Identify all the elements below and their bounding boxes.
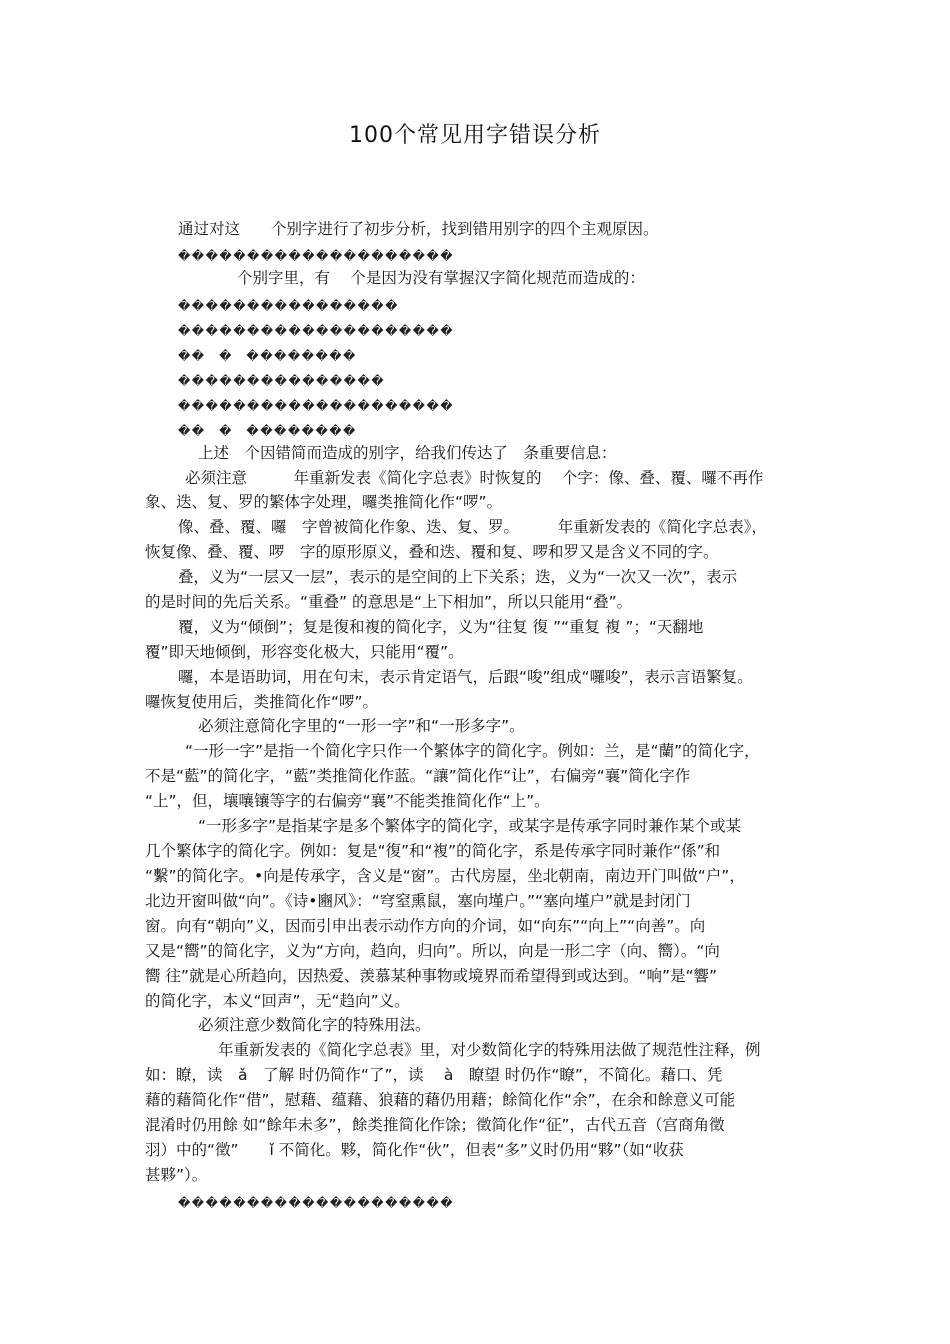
paragraph-line: 年重新发表的《简化字总表》里，对少数简化字的特殊用法做了规范性注释，例 bbox=[218, 1041, 761, 1059]
paragraph-line: 囉恢复使用后，类推简化作“啰”。 bbox=[145, 693, 379, 711]
garbled-text-line: ��������������� bbox=[178, 374, 386, 388]
paragraph-line: 通过对这 个别字进行了初步分析，找到错用别字的四个主观原因。 bbox=[178, 220, 659, 238]
paragraph-line: 恢复像、叠、覆、啰 字的原形原义，叠和迭、覆和复、啰和罗又是含义不同的字。 bbox=[145, 543, 719, 561]
paragraph-line: 覆”即天地倾倒，形容变化极大，只能用“覆”。 bbox=[145, 643, 464, 661]
paragraph-line: “一形多字”是指某字是多个繁体字的简化字，或某字是传承字同时兼作某个或某 bbox=[198, 817, 742, 835]
paragraph-line: 像、叠、覆、囉 字曾被简化作象、迭、复、罗。 年重新发表的《简化字总表》， bbox=[178, 518, 768, 536]
paragraph-line: 覆，义为“倾倒”；复是復和複的简化字，义为“往复 復 ”“重复 複 ”；“天翻地 bbox=[178, 618, 704, 636]
paragraph-line: 囉，本是语助词，用在句末，表示肯定语气，后跟“唆”组成“囉唆”，表示言语繁复。 bbox=[178, 668, 753, 686]
paragraph-line: 藉的藉简化作“借”，慰藉、蕴藉、狼藉的藉仍用藉；餘简化作“余”，在余和餘意义可能 bbox=[145, 1091, 736, 1109]
garbled-text-line: �� � �������� bbox=[178, 424, 357, 438]
paragraph-line: “繫”的简化字。•向是传承字，含义是“窗”。古代房屋，坐北朝南，南边开门叫做“户”， bbox=[145, 867, 745, 885]
paragraph-line: “一形一字”是指一个简化字只作一个繁体字的简化字。例如：兰，是“蘭”的简化字， bbox=[185, 742, 760, 760]
garbled-text-line: �������������������� bbox=[178, 1196, 455, 1210]
paragraph-line: 的简化字，本义“回声”，无“趋向”义。 bbox=[145, 992, 410, 1010]
garbled-text-line: ���������������� bbox=[178, 299, 399, 313]
paragraph-line: 如：瞭，读 ǎ 了解 时仍简作“了”，读 à 瞭望 时仍作“瞭”，不简化。藉口、凭 bbox=[145, 1066, 723, 1084]
paragraph-line: 混淆时仍用餘 如“餘年未多”，餘类推简化作馀；徵简化作“征”，古代五音（宫商角徵 bbox=[145, 1116, 725, 1134]
paragraph-line: 象、迭、复、罗的繁体字处理，囉类推简化作“啰”。 bbox=[145, 493, 503, 511]
paragraph-line: 甚夥”）。 bbox=[145, 1166, 208, 1184]
paragraph-line: 必须注意少数简化字的特殊用法。 bbox=[198, 1016, 431, 1034]
paragraph-line: 必须注意简化字里的“一形一字”和“一形多字”。 bbox=[198, 717, 525, 735]
paragraph-line: 的是时间的先后关系。“重叠” 的意思是“上下相加”，所以只能用“叠”。 bbox=[145, 593, 633, 611]
paragraph-line: “上”，但，壤嚷镶等字的右偏旁“襄”不能类推简化作“上”。 bbox=[145, 792, 550, 810]
paragraph-line: 又是“嚮”的简化字，义为“方向，趋向，归向”。所以，向是一形二字（向、嚮）。“向 bbox=[145, 942, 720, 960]
paragraph-line: 嚮 往”就是心所趋向，因热爱、羡慕某种事物或境界而希望得到或达到。“响”是“響” bbox=[145, 967, 718, 985]
paragraph-line: 窗。向有“朝向”义，因而引申出表示动作方向的介词，如“向东”“向上”“向善”。向 bbox=[145, 917, 706, 935]
garbled-text-line: �������������������� bbox=[178, 249, 455, 263]
paragraph-line: 必须注意 年重新发表《简化字总表》时恢复的 个字：像、叠、覆、囉不再作 bbox=[185, 469, 764, 487]
garbled-text-line: �������������������� bbox=[178, 324, 455, 338]
paragraph-line: 叠，义为“一层又一层”，表示的是空间的上下关系；迭，义为“一次又一次”，表示 bbox=[178, 568, 738, 586]
paragraph-line: 个别字里，有 个是因为没有掌握汉字简化规范而造成的： bbox=[206, 269, 645, 287]
paragraph-line: 上述 个因错简而造成的别字，给我们传达了 条重要信息： bbox=[198, 444, 617, 462]
document-title: 100个常见用字错误分析 bbox=[349, 123, 601, 148]
paragraph-line: 几个繁体字的简化字。例如：复是“復”和“複”的简化字，系是传承字同时兼作“係”和 bbox=[145, 842, 721, 860]
paragraph-line: 北边开窗叫做“向”。《诗•豳风》：“穹窒熏鼠，塞向墐户。”“塞向墐户”就是封闭门 bbox=[145, 892, 691, 910]
garbled-text-line: �� � �������� bbox=[178, 349, 357, 363]
garbled-text-line: �������������������� bbox=[178, 399, 455, 413]
paragraph-line: 羽）中的“徵” ǐ 不简化。夥，简化作“伙”，但表“多”义时仍用“夥”（如“收获 bbox=[145, 1141, 684, 1159]
paragraph-line: 不是“藍”的简化字，“藍”类推简化作蓝。“讓”简化作“让”，右偏旁“襄”简化字作 bbox=[145, 767, 691, 785]
